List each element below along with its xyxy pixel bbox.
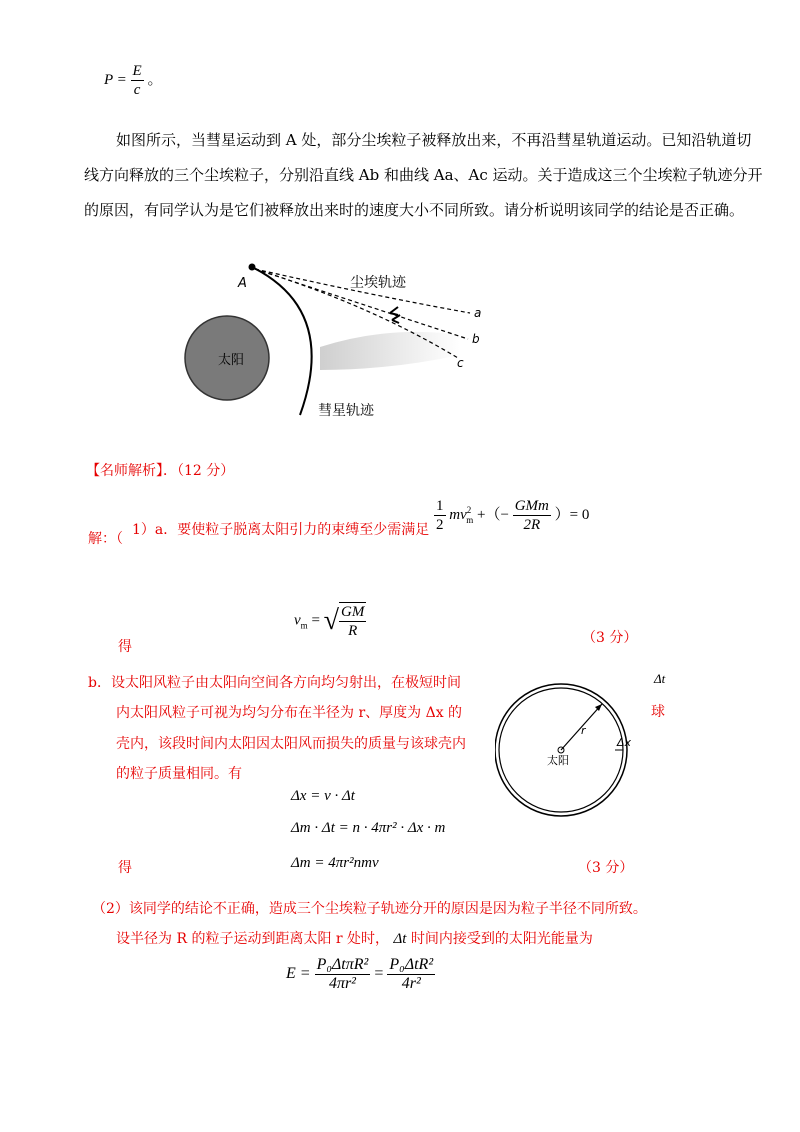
- vm-den: R: [348, 623, 358, 639]
- sun-label: 太阳: [218, 353, 245, 368]
- energy-equation: [434, 497, 589, 534]
- margin-qiu: 球: [651, 704, 665, 720]
- part-2b-pre: 设半径为 R 的粒子运动到距离太阳 r 处时，: [116, 931, 390, 947]
- comet-tail-glow: [320, 332, 460, 370]
- gmm-den: 2R: [523, 517, 541, 533]
- solution-jie: 解：（: [88, 531, 123, 547]
- eq-rhs: ）= 0: [554, 506, 590, 523]
- plus-term: +（−: [477, 506, 509, 523]
- e-lhs: E =: [286, 965, 311, 983]
- half-fraction: [434, 497, 446, 534]
- de-1: 得: [118, 639, 132, 655]
- formula-fraction: [131, 62, 144, 99]
- problem-line-3: 的原因，有同学认为是它们被释放出来时的速度大小不同所致。请分析说明该同学的结论是否正确。: [84, 201, 745, 219]
- eq-dm2: Δm = 4πr²nmv: [291, 855, 379, 871]
- formula-p-equals-e-over-c: [104, 62, 162, 99]
- trajectory-c-label: c: [457, 356, 464, 370]
- shell-figure: [495, 678, 655, 838]
- sqrt-sign: √: [323, 605, 340, 636]
- point-a-dot: [249, 264, 256, 271]
- problem-line-2: 线方向释放的三个尘埃粒子，分别沿直线 Ab 和曲线 Aa、Ac 运动。关于造成这三个尘埃粒子轨迹分开: [84, 166, 763, 184]
- formula-tail: 。: [147, 71, 163, 88]
- problem-line-1: 如图所示，当彗星运动到 A 处，部分尘埃粒子被释放出来，不再沿彗星轨道运动。已知沿轨道切: [116, 131, 752, 149]
- trajectory-a-label: a: [474, 306, 482, 320]
- part-b-line-1: b．设太阳风粒子由太阳向空间各方向均匀射出，在极短时间: [88, 675, 461, 691]
- comet-orbit-label: 彗星轨迹: [318, 403, 374, 419]
- vm-equation: [294, 602, 366, 640]
- vm-sub: m: [300, 620, 308, 631]
- formula-num: E: [132, 63, 142, 79]
- e-eq: =: [374, 965, 384, 983]
- e-fraction-1: [315, 956, 371, 993]
- formula-lhs: P =: [104, 71, 127, 88]
- eq-dm: Δm · Δt = n · 4πr² · Δx · m: [291, 820, 446, 836]
- formula-den: c: [133, 82, 141, 98]
- dust-trajectory-label: 尘埃轨迹: [350, 275, 406, 291]
- dx-label: Δx: [617, 736, 632, 749]
- arrow-b: [392, 315, 400, 323]
- energy-e-equation: [286, 956, 435, 993]
- arrow-a: [390, 307, 398, 315]
- de-2: 得: [118, 860, 132, 876]
- margin-dt: Δt: [654, 671, 666, 686]
- comet-dust-figure: [170, 255, 500, 425]
- vm-eq: =: [311, 612, 320, 629]
- part-2b-line: [116, 928, 593, 948]
- part-b-line-4: 的粒子质量相同。有: [116, 766, 242, 782]
- shell-sun-label: 太阳: [547, 754, 569, 767]
- half-den: 2: [436, 517, 444, 533]
- half-num: 1: [436, 498, 444, 514]
- eq-dx: Δx = v · Δt: [291, 788, 355, 804]
- vm-num: GM: [341, 604, 365, 620]
- e-den-1: 4πr²: [328, 975, 356, 992]
- vm-lhs: v: [294, 612, 301, 629]
- score-1: （3 分）: [582, 630, 638, 646]
- part-2b-post: 时间内接受到的太阳光能量为: [410, 931, 593, 947]
- e-num-1: P₀ΔtπR²: [316, 956, 369, 973]
- gmm-fraction: [513, 497, 551, 534]
- part-b-line-3: 壳内，该段时间内太阳因太阳风而损失的质量与该球壳内: [116, 736, 466, 752]
- gmm-num: GMm: [514, 498, 549, 514]
- solution-header: 【名师解析】．（12 分）: [86, 463, 235, 479]
- vm-fraction: [339, 602, 366, 640]
- part-2b-dt: Δt: [393, 931, 407, 947]
- radius-label: r: [581, 724, 586, 737]
- part-1a-text: 1）a．要使粒子脱离太阳引力的束缚至少需满足: [132, 522, 430, 538]
- score-2: （3 分）: [578, 860, 634, 876]
- e-fraction-2: [387, 956, 435, 993]
- mv-term: mv: [449, 506, 467, 523]
- trajectory-b-label: b: [472, 332, 480, 346]
- point-a-label: A: [238, 276, 247, 291]
- part-2-text: （2）该同学的结论不正确，造成三个尘埃粒子轨迹分开的原因是因为粒子半径不同所致。: [92, 901, 647, 917]
- mv-sup: 2: [466, 504, 472, 515]
- e-den-2: 4r²: [401, 975, 421, 992]
- mv-sub: m: [466, 514, 474, 525]
- part-b-line-2: 内太阳风粒子可视为均匀分布在半径为 r、厚度为 Δx 的: [116, 705, 463, 721]
- e-num-2: P₀ΔtR²: [389, 956, 434, 973]
